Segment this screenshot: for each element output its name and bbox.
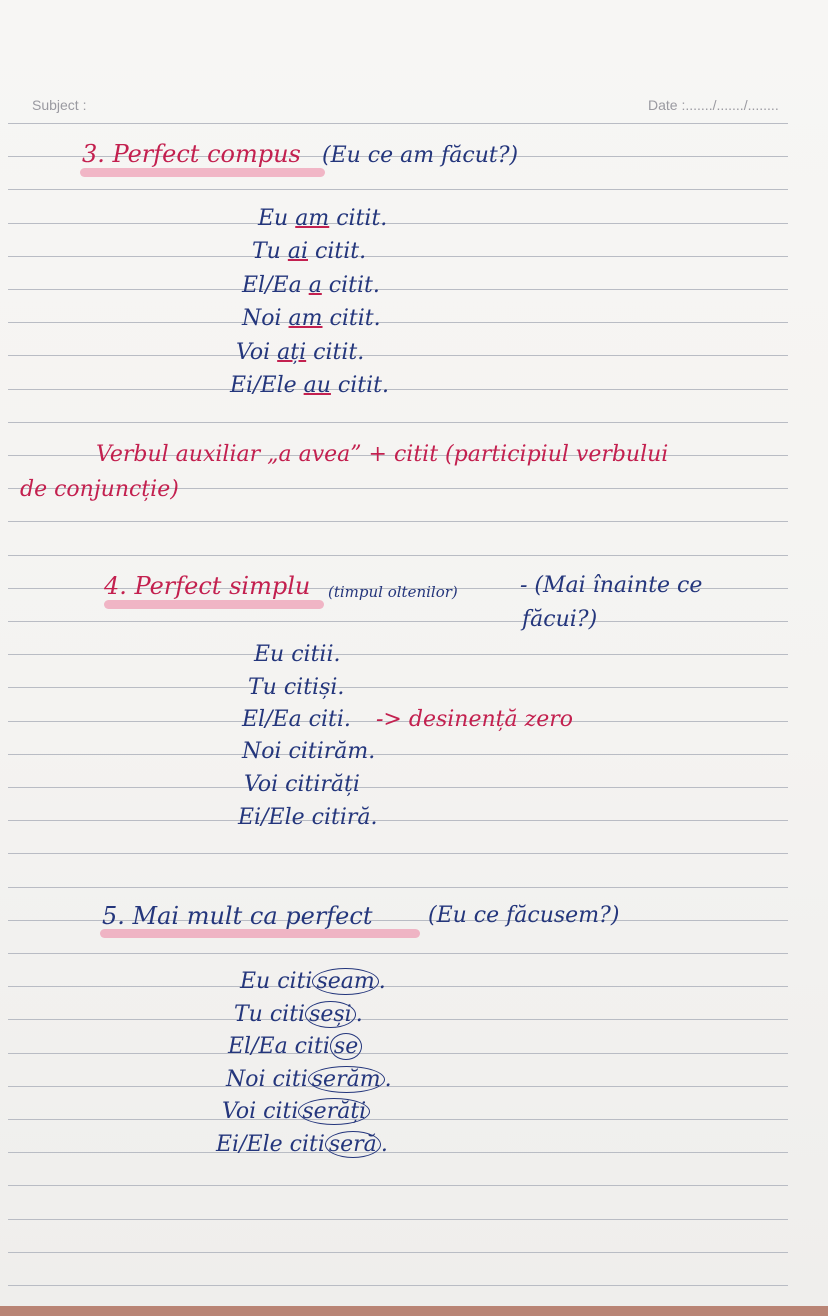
section4-question: - (Mai înainte ce xyxy=(520,573,703,598)
conjugation-line: Ei/Ele citiră. xyxy=(238,805,378,830)
ruled-line xyxy=(8,787,788,788)
ruled-line xyxy=(8,1086,788,1087)
ruled-line xyxy=(8,1185,788,1186)
conjugation-line: Noi am citit. xyxy=(242,306,381,331)
section5-subtitle: (Eu ce făcusem?) xyxy=(428,903,620,928)
ruled-line xyxy=(8,986,788,987)
ruled-line xyxy=(8,1152,788,1153)
ruled-line xyxy=(8,189,788,190)
ruled-line xyxy=(8,887,788,888)
conjugation-line: Ei/Ele au citit. xyxy=(230,373,389,398)
section3-title: 3. Perfect compus xyxy=(82,140,301,168)
conjugation-line: Eu citi seam . xyxy=(240,969,386,994)
ruled-line xyxy=(8,953,788,954)
ruled-line xyxy=(8,687,788,688)
ruled-line xyxy=(8,621,788,622)
title-highlight xyxy=(104,600,324,609)
conjugation-line: Tu citi seși . xyxy=(234,1002,363,1027)
conjugation-line: Tu ai citit. xyxy=(252,239,367,264)
ruled-line xyxy=(8,1252,788,1253)
section4-paren: (timpul oltenilor) xyxy=(328,583,458,601)
conjugation-line: Voi citirăți xyxy=(244,772,360,797)
ruled-line xyxy=(8,820,788,821)
section4-question-continued: făcui?) xyxy=(522,607,598,632)
conjugation-line: Eu citii. xyxy=(254,642,341,667)
ruled-line xyxy=(8,521,788,522)
ruled-line xyxy=(8,853,788,854)
section5-title: 5. Mai mult ca perfect xyxy=(102,902,373,930)
ruled-line xyxy=(8,422,788,423)
ruled-line xyxy=(8,1019,788,1020)
ruled-line xyxy=(8,555,788,556)
conjugation-line: Noi citi serăm . xyxy=(226,1067,392,1092)
ruled-line xyxy=(8,355,788,356)
ruled-line xyxy=(8,1219,788,1220)
ruled-line xyxy=(8,322,788,323)
ruled-line xyxy=(8,289,788,290)
ruled-line xyxy=(8,223,788,224)
desk-edge xyxy=(0,1306,828,1316)
auxiliary-note-continued: de conjuncție) xyxy=(20,477,179,502)
conjugation-line: Voi ați citit. xyxy=(236,340,365,365)
section4-title: 4. Perfect simplu xyxy=(104,572,311,600)
ruled-line xyxy=(8,389,788,390)
subject-label: Subject : xyxy=(32,97,87,113)
ruled-line xyxy=(8,123,788,124)
conjugation-line: El/Ea citi. xyxy=(242,707,351,732)
ruled-line xyxy=(8,654,788,655)
section3-subtitle: (Eu ce am făcut?) xyxy=(322,143,519,168)
title-highlight xyxy=(100,929,420,938)
ruled-line xyxy=(8,1119,788,1120)
conjugation-line: Noi citirăm. xyxy=(242,739,376,764)
conjugation-line: Voi citi serăți xyxy=(222,1098,370,1126)
conjugation-line: Tu citiși. xyxy=(248,675,345,700)
auxiliary-note: Verbul auxiliar „a avea” + citit (participiul verbului xyxy=(96,442,669,467)
desinence-note: -> desinență zero xyxy=(376,707,573,732)
date-label: Date :......./......./........ xyxy=(648,97,779,113)
ruled-line xyxy=(8,1053,788,1054)
title-highlight xyxy=(80,168,325,177)
conjugation-line: Ei/Ele citi seră . xyxy=(216,1132,388,1157)
conjugation-line: El/Ea a citit. xyxy=(242,273,380,298)
conjugation-line: Eu am citit. xyxy=(258,206,388,231)
ruled-line xyxy=(8,754,788,755)
ruled-line xyxy=(8,256,788,257)
ruled-line xyxy=(8,1285,788,1286)
conjugation-line: El/Ea citi se xyxy=(228,1033,362,1061)
